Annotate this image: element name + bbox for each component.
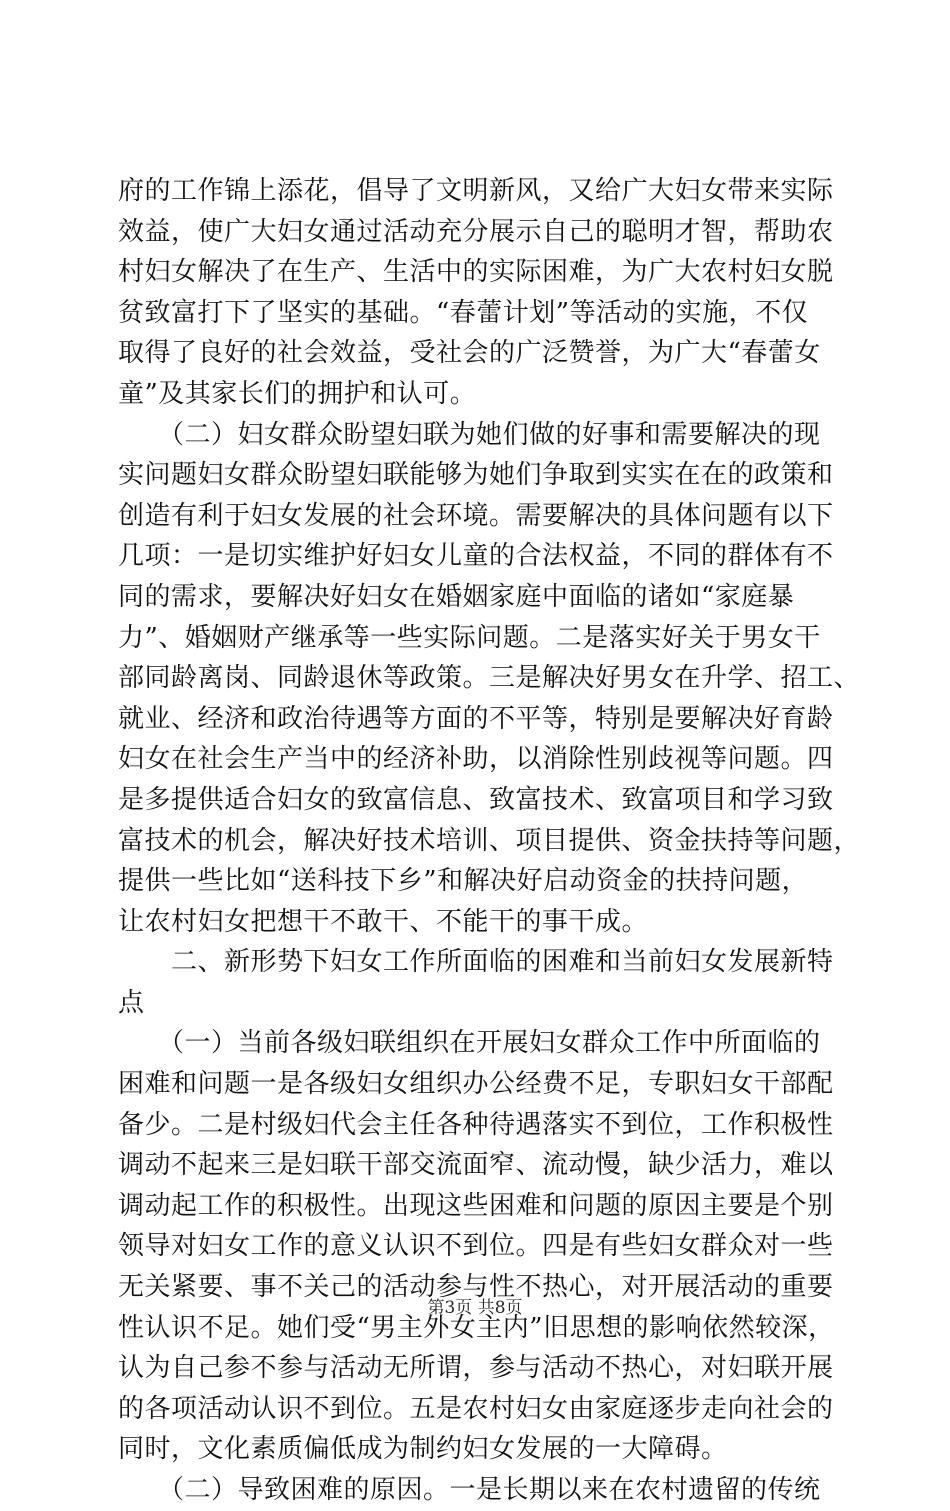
text-line: 领导对妇女工作的意义认识不到位。四是有些妇女群众对一些	[118, 1231, 834, 1262]
text-line: 几项：一是切实维护好妇女儿童的合法权益，不同的群体有不	[118, 541, 834, 572]
text-line: 调动不起来三是妇联干部交流面窄、流动慢，缺少活力，难以	[118, 1150, 834, 1181]
text-line: 调动起工作的积极性。出现这些困难和问题的原因主要是个别	[118, 1190, 834, 1221]
text-line: （二）导致困难的原因。一是长期以来在农村遗留的传统	[118, 1475, 821, 1505]
text-line: 童”及其家长们的拥护和认可。	[118, 378, 477, 409]
text-line: 同时，文化素质偏低成为制约妇女发展的一大障碍。	[118, 1434, 728, 1465]
text-line: （二）妇女群众盼望妇联为她们做的好事和需要解决的现	[118, 419, 821, 450]
text-line: （一）当前各级妇联组织在开展妇女群众工作中所面临的	[118, 1028, 821, 1059]
text-line: 二、新形势下妇女工作所面临的困难和当前妇女发展新特	[118, 947, 834, 978]
text-line: 是多提供适合妇女的致富信息、致富技术、致富项目和学习致	[118, 784, 834, 815]
text-line: 取得了良好的社会效益，受社会的广泛赞誉，为广大“春蕾女	[118, 338, 821, 369]
text-line: 点	[118, 987, 145, 1018]
text-line: 力”、婚姻财产继承等一些实际问题。二是落实好关于男女干	[118, 622, 821, 653]
text-line: 性认识不足。她们受“男主外女主内”旧思想的影响依然较深，	[118, 1312, 835, 1343]
text-line: 创造有利于妇女发展的社会环境。需要解决的具体问题有以下	[118, 500, 834, 531]
text-line: 实问题妇女群众盼望妇联能够为她们争取到实实在在的政策和	[118, 460, 834, 491]
text-line: 富技术的机会，解决好技术培训、项目提供、资金扶持等问题，	[118, 825, 861, 856]
text-line: 府的工作锦上添花，倡导了文明新风，又给广大妇女带来实际	[118, 176, 834, 206]
text-line: 同的需求，要解决好妇女在婚姻家庭中面临的诸如“家庭暴	[118, 581, 795, 612]
page-footer: 第3页 共8页	[427, 1298, 523, 1318]
text-line: 无关紧要、事不关己的活动参与性不热心，对开展活动的重要	[118, 1272, 834, 1303]
text-line: 认为自己参不参与活动无所谓，参与活动不热心，对妇联开展	[118, 1353, 834, 1384]
text-line: 就业、经济和政治待遇等方面的不平等，特别是要解决好育龄	[118, 703, 834, 734]
text-line: 部同龄离岗、同龄退休等政策。三是解决好男女在升学、招工、	[118, 663, 861, 694]
text-line: 的各项活动认识不到位。五是农村妇女由家庭逐步走向社会的	[118, 1393, 834, 1424]
text-line: 村妇女解决了在生产、生活中的实际困难，为广大农村妇女脱	[118, 257, 834, 288]
text-line: 提供一些比如“送科技下乡”和解决好启动资金的扶持问题，	[118, 866, 809, 897]
text-line: 备少。二是村级妇代会主任各种待遇落实不到位，工作积极性	[118, 1109, 834, 1140]
text-line: 效益，使广大妇女通过活动充分展示自己的聪明才智，帮助农	[118, 216, 834, 247]
text-line: 让农村妇女把想干不敢干、不能干的事干成。	[118, 906, 649, 937]
text-line: 困难和问题一是各级妇女组织办公经费不足，专职妇女干部配	[118, 1069, 834, 1100]
text-line: 贫致富打下了坚实的基础。“春蕾计划”等活动的实施，不仅	[118, 297, 809, 328]
text-line: 妇女在社会生产当中的经济补助，以消除性别歧视等问题。四	[118, 744, 834, 775]
